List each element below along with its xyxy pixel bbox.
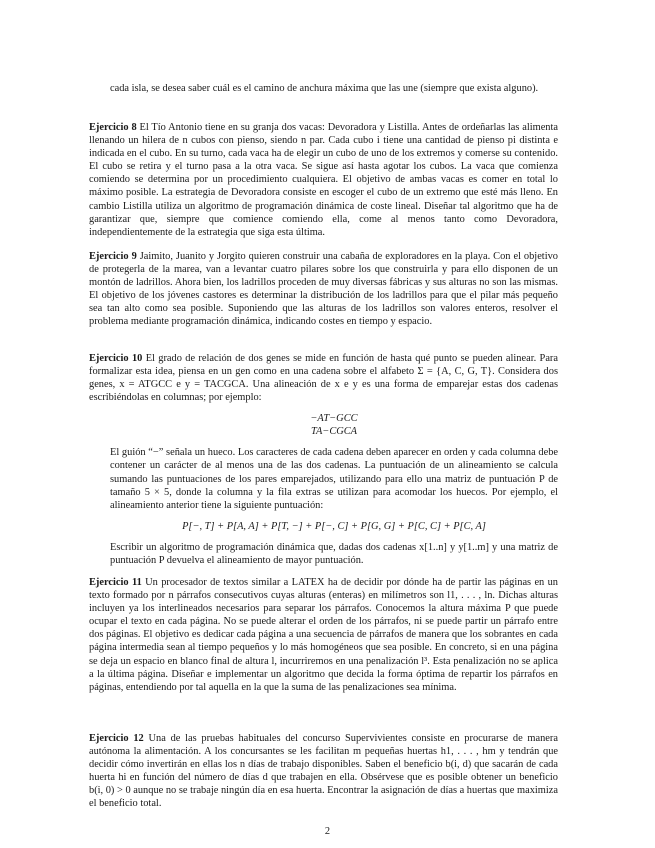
exercise-8-text: El Tío Antonio tiene en su granja dos vacas: Devoradora y Listilla. Antes de ordeñarlas las alimenta llenando un hilera de n cubos con pienso, siendo n par. Cada cubo i tiene una cantidad de pienso pi distinta e indicada en el cubo. En su turno, cada vaca ha de elegir un cubo de uno de los extremos y comerse su contenido. El cubo se retira y el turno pasa a la otra vaca. Se sigue así hasta agotar los cubos. La vaca que comienza comiendo se determina por un procedimiento cualquiera. El objetivo de ambas vacas es comer en total lo máximo posible. La estrategia de Devoradora consiste en escoger el cubo de un extremo que esté más lleno. En cambio Listilla utiliza un algoritmo de programación dinámica de coste lineal. Diseñar tal algoritmo que ha de garantizar que, siempre que comience comiendo ella, come al menos tanto como Devoradora, independientemente de la estrategia que siga esta última. xyxy=(89,122,558,238)
continuation-paragraph: cada isla, se desea saber cuál es el camino de anchura máxima que las une (siempre que exista alguno). xyxy=(110,83,539,94)
exercise-9-label: Ejercicio 9 xyxy=(89,251,137,262)
exercise-12-label: Ejercicio 12 xyxy=(89,733,144,744)
exercise-11-text: Un procesador de textos similar a LATEX ha de decidir por dónde ha de partir las páginas en un texto formado por n párrafos consecutivos cuyas alturas (enteras) en milímetros son l1, . . . , ln. Dichas alturas incluyen ya los interlineados necesarios para separar los párrafos. Conocemos la altura máxima P que puede ocupar el texto en cada página. No se puede alterar el orden de los párrafos, ni se puede partir un párrafo entre dos páginas. El objetivo es dedicar cada página a una secuencia de párrafos de manera que los sobrantes en cada página intermedia sean al tiempo pequeños y lo más homogéneos que sea posible. En concreto, si en una página se deja un espacio en blanco final de altura l, incurriremos en una penalización l³. Esta penalización no se aplica a la última página. Diseñar e implementar un algoritmo que decida la forma óptima de repartir los párrafos en páginas, entendiendo por tal aquella en la que la suma de las penalizaciones sea mínima. xyxy=(89,577,558,693)
alignment-example xyxy=(110,412,558,438)
page-number: 2 xyxy=(324,826,331,837)
exercise-10-text-1: El grado de relación de dos genes se mide en función de hasta qué punto se pueden alinear. Para formalizar esta idea, piensa en un gen como en una cadena sobre el alfabeto Σ = {A, C, G, T}. Considera dos genes, x = ATGCC e y = TACGCA. Una alineación de x e y es una forma de emparejar estas dos cadenas escribiéndolas en columnas; por ejemplo: xyxy=(89,353,558,404)
exercise-12 xyxy=(89,732,558,811)
exercise-8-label: Ejercicio 8 xyxy=(89,122,137,133)
exercise-10-text-2: El guión “−” señala un hueco. Los caracteres de cada cadena deben aparecer en orden y cada columna debe contener un carácter de al menos una de las dos cadenas. La puntuación de un alineamiento se calcula sumando las puntuaciones de los pares emparejados, utilizando para ello una matriz de puntuación P de tamaño 5 × 5, donde la columna y la fila extras se utilizan para acomodar los huecos. Por ejemplo, el alineamiento anterior tiene la siguiente puntuación: xyxy=(110,447,558,511)
alignment-line-2: TA−CGCA xyxy=(310,426,358,438)
exercise-11 xyxy=(89,576,558,694)
score-formula: P[−, T] + P[A, A] + P[T, −] + P[−, C] + P[G, G] + P[C, C] + P[C, A] xyxy=(182,520,486,532)
exercise-11-label: Ejercicio 11 xyxy=(89,577,142,588)
exercise-8 xyxy=(89,121,558,239)
exercise-10-text-3: Escribir un algoritmo de programación dinámica que, dadas dos cadenas x[1..n] y y[1..m] y una matriz de puntuación P devuelva el alineamiento de mayor puntuación. xyxy=(110,541,558,567)
exercise-10-label: Ejercicio 10 xyxy=(89,353,143,364)
alignment-line-1: −AT−GCC xyxy=(310,413,358,425)
exercise-9 xyxy=(89,250,558,329)
exercise-9-text: Jaimito, Juanito y Jorgito quieren construir una cabaña de exploradores en la playa. Con el objetivo de protegerla de la marea, van a levantar cuatro pilares sobre los que construirla y para ello disponen de un montón de ladrillos. Ahora bien, los ladrillos proceden de muy diversas fábricas y sus alturas no son las mismas. El objetivo de los jóvenes castores es determinar la distribución de los ladrillos para que el pilar más pequeño sea tan alto como sea posible. Suponiendo que las alturas de los ladrillos son valores enteros, resolver el problema mediante programación dinámica, indicando costes en tiempo y espacio. xyxy=(89,251,558,328)
exercise-10 xyxy=(89,352,558,567)
exercise-12-text: Una de las pruebas habituales del concurso Supervivientes consiste en procurarse de manera autónoma la alimentación. A los concursantes se les facilitan m pequeñas huertas h1, . . . , hm y tendrán que decidir cómo invertirán en ellas los n días de trabajo disponibles. Saben el beneficio b(i, d) que sacarán de cada huerta hi en función del número de días d que trabajen en ella. Obsérvese que es posible obtener un beneficio b(i, 0) > 0 aunque no se trabaje ningún día en esa huerta. Encontrar la asignación de días a huertas que maximiza el beneficio total. xyxy=(89,733,558,810)
